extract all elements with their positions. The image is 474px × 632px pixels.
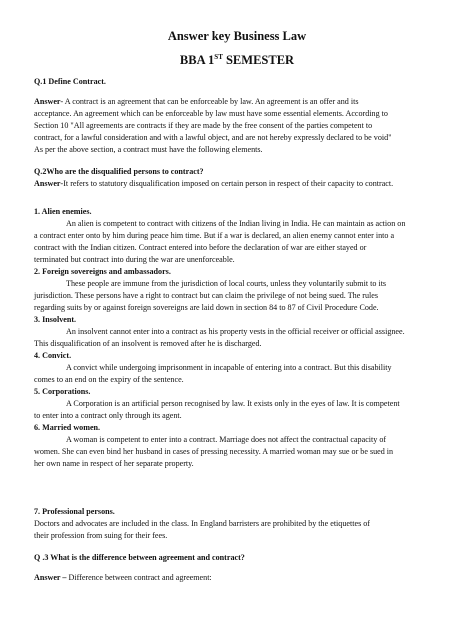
item-line: An insolvent cannot enter into a contract as his property vests in the official receiver or official assignee. xyxy=(66,327,405,336)
item-line: This disqualification of an insolvent is removed after he is discharged. xyxy=(34,339,262,348)
item-line: These people are immune from the jurisdiction of local courts, unless they voluntarily submit to its xyxy=(66,279,387,288)
item-line: regarding suits by or against foreign sovereigns are laid down in section 84 to 87 of Civil Procedure Code. xyxy=(34,303,379,312)
item-heading: 5. Corporations. xyxy=(34,387,91,396)
q1-answer-label: Answer xyxy=(34,97,61,106)
q1-line: contract, for a lawful consideration and with a lawful object, and are not hereby expressly declared to be void" xyxy=(34,133,392,142)
item-heading: 2. Foreign sovereigns and ambassadors. xyxy=(34,267,171,276)
item-heading: 1. Alien enemies. xyxy=(34,207,92,216)
item-line: women. She can even bind her husband in cases of pressing necessity. A married woman may sue or be sued in xyxy=(34,447,394,456)
item-line: to enter into a contract only through its agent. xyxy=(34,411,182,420)
subtitle-suffix: SEMESTER xyxy=(222,53,295,67)
item-foreign-sovereigns xyxy=(34,266,442,314)
subtitle-prefix: BBA 1 xyxy=(179,53,215,67)
item-corporations xyxy=(34,386,442,422)
item-heading: 7. Professional persons. xyxy=(34,507,115,516)
q2-section xyxy=(34,166,442,190)
q2-heading: Q.2Who are the disqualified persons to contract? xyxy=(34,167,204,176)
document-title: Answer key Business Law xyxy=(167,29,307,43)
item-line: contract with the Indian citizen. Contract entered into before the declaration of war are either stayed or xyxy=(34,243,367,252)
item-heading: 4. Convict. xyxy=(34,351,72,360)
subtitle-superscript: ST xyxy=(214,53,223,61)
q3-heading: Q .3 What is the difference between agreement and contract? xyxy=(34,553,245,562)
q1-section xyxy=(34,76,442,88)
q2-answer-text: -It refers to statutory disqualification imposed on certain person in respect of their capacity to contract. xyxy=(60,179,394,188)
q3-answer-text: Difference between contract and agreement: xyxy=(66,573,212,582)
item-line: Doctors and advocates are included in the class. In England barristers are prohibited by the etiquettes of xyxy=(34,519,371,528)
item-line: An alien is competent to contract with citizens of the Indian living in India. He can maintain as action on xyxy=(66,219,406,228)
document-subtitle xyxy=(0,53,474,68)
q3-answer-label: Answer – xyxy=(34,573,67,582)
item-line: A woman is competent to enter into a contract. Marriage does not affect the contractual capacity of xyxy=(66,435,387,444)
item-line: jurisdiction. These persons have a right to contract but can claim the privilege of not being sued. The rules xyxy=(34,291,379,300)
q1-line: acceptance. An agreement which can be enforceable by law must have some essential elements. According to xyxy=(34,109,388,118)
q2-answer-label: Answer xyxy=(34,179,61,188)
q1-line: - A contract is an agreement that can be enforceable by law. An agreement is an offer and its xyxy=(60,97,359,106)
q1-heading: Q.1 Define Contract. xyxy=(34,77,106,86)
item-married-women xyxy=(34,422,442,470)
item-line: a contract enter onto by him during peace him time. But if a war is declared, an alien enemy cannot enter into a xyxy=(34,231,395,240)
q1-answer xyxy=(34,96,442,156)
item-heading: 3. Insolvent. xyxy=(34,315,77,324)
item-heading: 6. Married women. xyxy=(34,423,101,432)
item-insolvent xyxy=(34,314,442,350)
item-convict xyxy=(34,350,442,386)
q3-answer xyxy=(34,572,442,584)
q1-line: Section 10 "All agreements are contracts if they are made by the free consent of the parties competent to xyxy=(34,121,373,130)
q3-section xyxy=(34,552,442,564)
item-line: terminated but contract into during the war are unenforceable. xyxy=(34,255,235,264)
item-line: her own name in respect of her separate property. xyxy=(34,459,194,468)
item-line: their profession from suing for their fees. xyxy=(34,531,168,540)
item-professional-persons xyxy=(34,506,442,542)
item-alien-enemies xyxy=(34,206,442,266)
item-line: A Corporation is an artificial person recognised by law. It exists only in the eyes of law. It is competent xyxy=(66,399,400,408)
item-line: A convict while undergoing imprisonment in incapable of entering into a contract. But this disability xyxy=(66,363,392,372)
q1-line: As per the above section, a contract must have the following elements. xyxy=(34,145,263,154)
item-line: comes to an end on the expiry of the sentence. xyxy=(34,375,184,384)
